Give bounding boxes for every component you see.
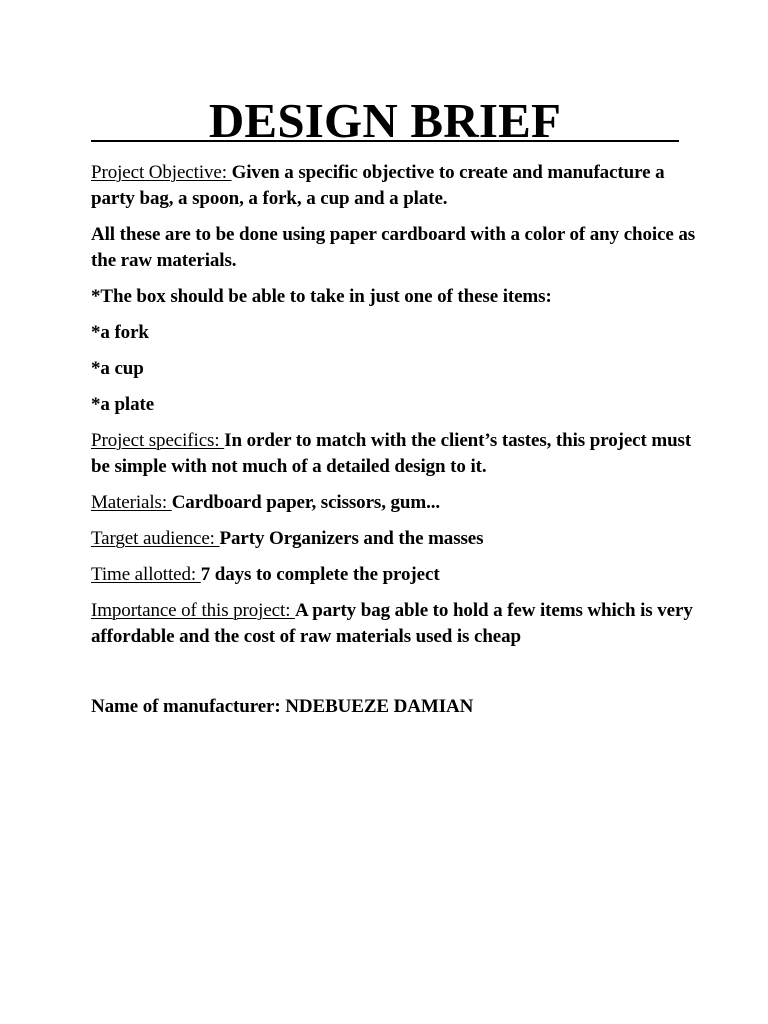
project-specifics [91, 428, 711, 480]
time-allotted [91, 562, 711, 588]
document-title: DESIGN BRIEF [208, 93, 562, 148]
project-importance-label: Importance of this project: [91, 600, 296, 621]
project-specifics-text: In order to match with the client’s tastes, this project must be simple with not much of a detailed design to it. [91, 430, 692, 477]
document-body [91, 160, 711, 730]
time-allotted-text: 7 days to complete the project [200, 564, 440, 585]
target-audience-label: Target audience: [91, 528, 220, 549]
box-note: *The box should be able to take in just one of these items: [91, 286, 552, 307]
list-item: *a fork [91, 322, 149, 343]
list-item: *a cup [91, 358, 144, 379]
project-objective-text: Given a specific objective to create and manufacture a party bag, a spoon, a fork, a cup and a plate. [91, 162, 665, 209]
title-underline [91, 140, 679, 142]
materials-text: Cardboard paper, scissors, gum... [171, 492, 441, 513]
project-objective-label: Project Objective: [91, 162, 232, 183]
list-item: *a plate [91, 394, 155, 415]
project-specifics-label: Project specifics: [91, 430, 225, 451]
project-objective [91, 160, 711, 212]
section-spacer [91, 660, 711, 694]
target-audience-text: Party Organizers and the masses [219, 528, 484, 549]
project-importance [91, 598, 711, 650]
title-block [91, 90, 679, 148]
materials-label: Materials: [91, 492, 172, 513]
time-allotted-label: Time allotted: [91, 564, 201, 585]
materials-intro: All these are to be done using paper cardboard with a color of any choice as the raw materials. [91, 224, 696, 271]
project-importance-text: A party bag able to hold a few items which is very affordable and the cost of raw materials used is cheap [91, 600, 693, 647]
manufacturer-name: Name of manufacturer: NDEBUEZE DAMIAN [91, 696, 474, 717]
target-audience [91, 526, 711, 552]
materials [91, 490, 711, 516]
